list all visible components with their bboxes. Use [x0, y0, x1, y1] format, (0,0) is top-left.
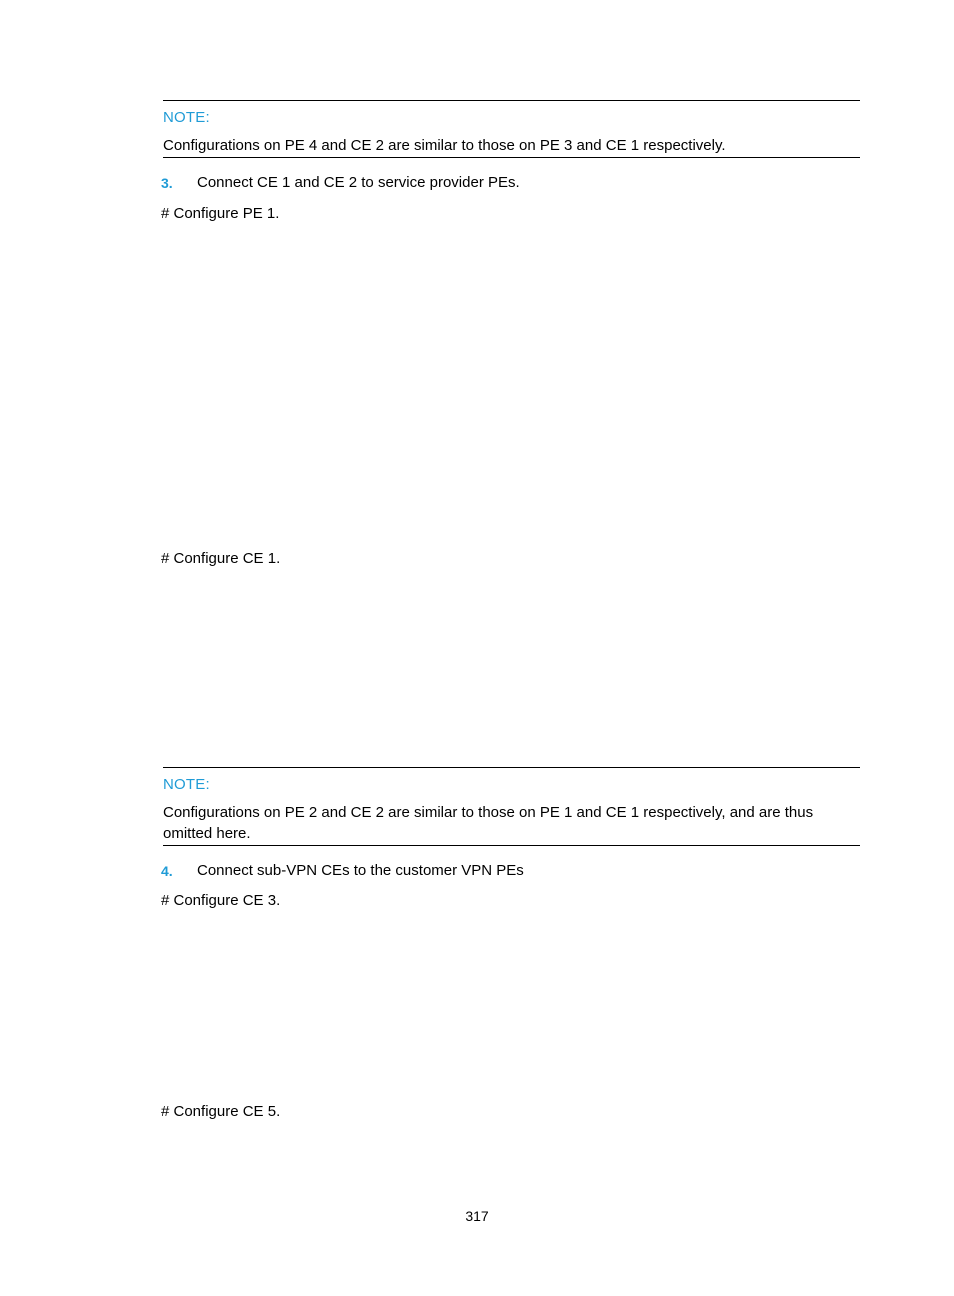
note-label: NOTE:	[163, 109, 210, 126]
configure-ce3-paragraph: # Configure CE 3.	[161, 892, 281, 909]
note-text: Configurations on PE 4 and CE 2 are similar to those on PE 3 and CE 1 respectively.	[163, 137, 726, 154]
note-box-2	[163, 767, 860, 846]
note-box-1	[163, 100, 860, 158]
configure-pe1-paragraph: # Configure PE 1.	[161, 205, 280, 222]
step-text: Connect sub-VPN CEs to the customer VPN PEs	[197, 862, 524, 879]
page-number: 317	[465, 1208, 489, 1224]
configure-ce1-paragraph: # Configure CE 1.	[161, 550, 281, 567]
note-label: NOTE:	[163, 776, 210, 793]
step-text: Connect CE 1 and CE 2 to service provider PEs.	[197, 174, 520, 191]
step-number: 4.	[161, 863, 173, 879]
note-text: Configurations on PE 2 and CE 2 are similar to those on PE 1 and CE 1 respectively, and are thus omitted here.	[163, 804, 814, 842]
configure-ce5-paragraph: # Configure CE 5.	[161, 1103, 281, 1120]
step-number: 3.	[161, 175, 173, 191]
